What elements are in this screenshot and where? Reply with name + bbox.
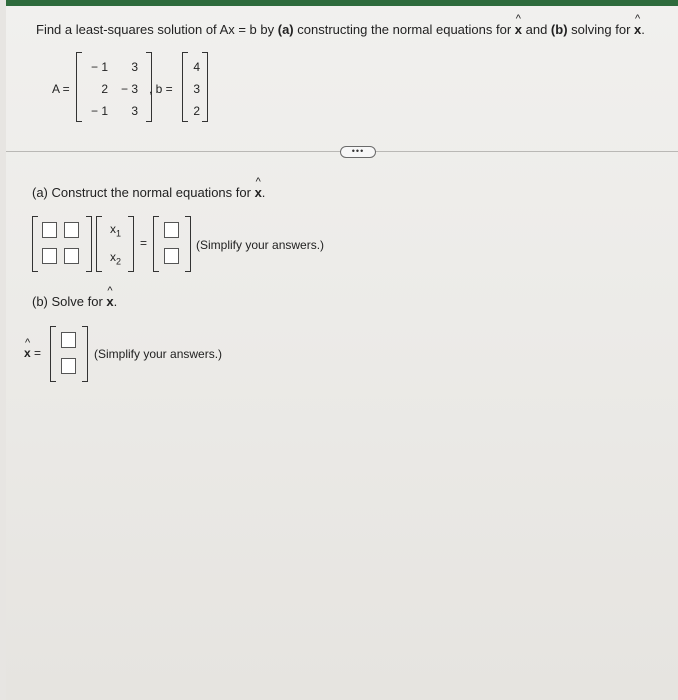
- answer-box-rhs1[interactable]: [164, 222, 179, 238]
- x2-text: x: [110, 250, 116, 264]
- vector-b-cell: 4: [193, 60, 200, 74]
- question-prompt: [36, 22, 645, 37]
- prompt-text: constructing the normal equations for: [293, 22, 515, 37]
- bracket-right: [128, 216, 134, 272]
- part-a-title: [32, 185, 265, 200]
- answer-box-a21[interactable]: [42, 248, 57, 264]
- vector-b: [182, 52, 208, 122]
- xhat-equals: =: [30, 346, 42, 360]
- matrix-a-cell: 3: [131, 60, 138, 74]
- x-hat-symbol: ^ x: [634, 22, 641, 37]
- bracket-right: [82, 326, 88, 382]
- bracket-right: [185, 216, 191, 272]
- prompt-text: by: [256, 22, 278, 37]
- vector-b-label: , b =: [149, 82, 173, 96]
- part-b-title: [32, 294, 117, 309]
- bracket-right: [202, 52, 208, 122]
- bracket-left: [50, 326, 56, 382]
- bracket-left: [32, 216, 38, 272]
- matrix-a-cell: − 1: [90, 104, 108, 118]
- matrix-a-cell: − 3: [120, 82, 138, 96]
- bracket-left: [153, 216, 159, 272]
- x2-label: [110, 250, 121, 266]
- x2-subscript: 2: [116, 256, 122, 267]
- equals-sign: =: [140, 236, 148, 250]
- prompt-text: Find a least-squares solution of: [36, 22, 220, 37]
- x-hat-symbol: ^ x: [255, 185, 262, 200]
- bracket-left: [96, 216, 102, 272]
- bracket-left: [76, 52, 82, 122]
- normal-rhs-input: [153, 216, 191, 272]
- part-b-title-text: .: [113, 294, 118, 309]
- x-hat-symbol: ^ x: [24, 346, 31, 360]
- bracket-right: [86, 216, 92, 272]
- matrix-a-cell: 3: [131, 104, 138, 118]
- matrix-a-cell: − 1: [90, 60, 108, 74]
- matrix-a-cell: 2: [101, 82, 108, 96]
- x-vector: [96, 216, 134, 272]
- prompt-text: .: [641, 22, 645, 37]
- simplify-note-a: (Simplify your answers.): [196, 238, 325, 252]
- matrix-a-label: A =: [52, 82, 70, 96]
- prompt-text: and: [522, 22, 551, 37]
- top-accent-bar: [6, 0, 678, 6]
- x-hat-symbol: ^ x: [106, 294, 113, 309]
- part-b-title-text: (b) Solve for: [32, 294, 107, 309]
- answer-box-a12[interactable]: [64, 222, 79, 238]
- prompt-equation: Ax = b: [219, 22, 257, 37]
- vector-b-cell: 2: [193, 104, 200, 118]
- matrix-a: [76, 52, 152, 122]
- answer-box-x2[interactable]: [61, 358, 76, 374]
- more-options-button[interactable]: •••: [340, 146, 376, 158]
- answer-box-rhs2[interactable]: [164, 248, 179, 264]
- answer-box-a11[interactable]: [42, 222, 57, 238]
- xhat-label: [24, 346, 41, 360]
- answer-box-a22[interactable]: [64, 248, 79, 264]
- simplify-note-b: (Simplify your answers.): [94, 347, 223, 361]
- x1-subscript: 1: [116, 228, 122, 239]
- x-hat-symbol: ^ x: [515, 22, 522, 37]
- answer-box-x1[interactable]: [61, 332, 76, 348]
- part-a-title-text: .: [261, 185, 266, 200]
- normal-matrix-input: [32, 216, 92, 272]
- part-a-title-text: (a) Construct the normal equations for: [32, 185, 255, 200]
- part-b-tag: (b): [550, 22, 568, 37]
- prompt-text: solving for: [567, 22, 635, 37]
- x1-text: x: [110, 222, 116, 236]
- part-a-tag: (a): [277, 22, 294, 37]
- x1-label: [110, 222, 121, 238]
- vector-b-cell: 3: [193, 82, 200, 96]
- question-page: [6, 0, 678, 700]
- solution-vector-input: [50, 326, 88, 382]
